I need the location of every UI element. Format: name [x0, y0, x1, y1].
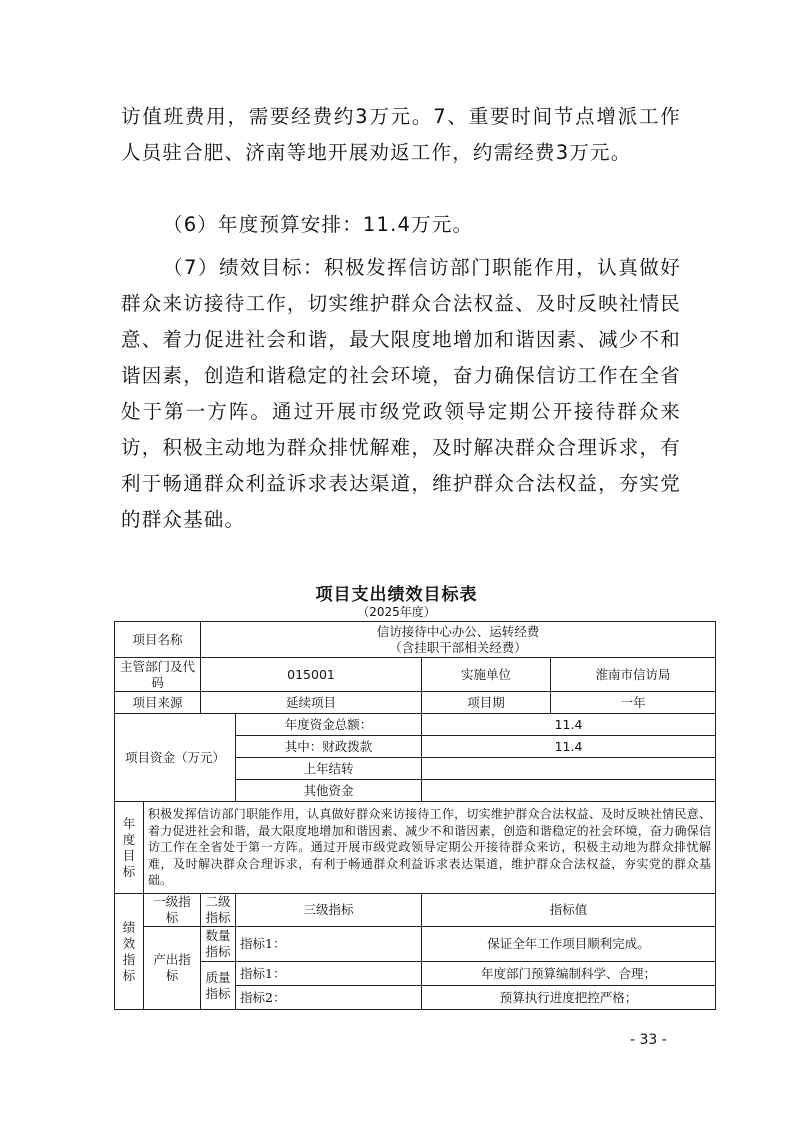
- indicator-name: 指标1：: [236, 962, 422, 986]
- table-year: （2025年度）: [357, 605, 436, 619]
- performance-goal-table: [114, 621, 716, 1010]
- col-level3: 三级指标: [236, 894, 422, 927]
- project-name-value: [201, 622, 716, 658]
- funds-row-label: 其中：财政拨款: [236, 736, 422, 758]
- body-paragraph-1: 访值班费用，需要经费约3万元。7、重要时间节点增派工作人员驻合肥、济南等地开展劝返工作，约需经费3万元。: [121, 105, 681, 164]
- source-value: 延续项目: [201, 692, 422, 714]
- level2-quantity: 数量指标: [201, 927, 236, 962]
- col-value: 指标值: [422, 894, 716, 927]
- table-row: [115, 692, 716, 714]
- perf-label-text: 绩效指标: [122, 919, 136, 983]
- table-row: [115, 714, 716, 736]
- impl-unit-label: 实施单位: [422, 658, 551, 692]
- level2-quality: 质量指标: [201, 962, 236, 1010]
- source-label: 项目来源: [115, 692, 201, 714]
- table-title: 项目支出绩效目标表: [315, 585, 478, 605]
- dept-code: 015001: [201, 658, 422, 692]
- table-row: [115, 927, 716, 962]
- dept-label: 主管部门及代码: [115, 658, 201, 692]
- indicator-value: 年度部门预算编制科学、合理；: [422, 962, 716, 986]
- indicator-name: 指标2：: [236, 986, 422, 1010]
- funds-row-label: 年度资金总额：: [236, 714, 422, 736]
- indicator-value: 预算执行进度把控严格；: [422, 986, 716, 1010]
- funds-label: 项目资金（万元）: [115, 714, 236, 802]
- period-value: 一年: [551, 692, 716, 714]
- indicator-name: 指标1：: [236, 927, 422, 962]
- funds-row-label: 其他资金: [236, 780, 422, 802]
- funds-row-value: 11.4: [422, 736, 716, 758]
- col-level1: 一级指标: [144, 894, 201, 927]
- level1-output: 产出指标: [144, 927, 201, 1010]
- table-row: [115, 894, 716, 927]
- period-label: 项目期: [422, 692, 551, 714]
- annual-goal-text: 积极发挥信访部门职能作用，认真做好群众来访接待工作，切实维护群众合法权益、及时反映社情民意、着力促进社会和谐，最大限度地增加和谐因素、减少不和谐因素，创造和谐稳定的社会环境，奋力确保信访工作在全省处于第一方阵。通过开展市级党政领导定期公开接待群众来访，积极主动地为群众排忧解难，及时解决群众合理诉求，有利于畅通群众利益诉求表达渠道，维护群众合法权益，夯实党的群众基础。: [144, 802, 716, 894]
- project-name-label: 项目名称: [115, 622, 201, 658]
- project-name-line-1: 信访接待中心办公、运转经费: [376, 623, 540, 639]
- perf-label: [115, 894, 144, 1010]
- indicator-value: 保证全年工作项目顺利完成。: [422, 927, 716, 962]
- funds-row-value: [422, 780, 716, 802]
- impl-unit-value: 淮南市信访局: [551, 658, 716, 692]
- table-row: [115, 802, 716, 894]
- table-row: [115, 658, 716, 692]
- annual-goal-label: [115, 802, 144, 894]
- table-row: [115, 962, 716, 986]
- table-row: [115, 622, 716, 658]
- funds-row-label: 上年结转: [236, 758, 422, 780]
- body-paragraph-3: （7）绩效目标：积极发挥信访部门职能作用，认真做好群众来访接待工作，切实维护群众合法权益、及时反映社情民意、着力促进社会和谐，最大限度地增加和谐因素、减少不和谐因素，创造和谐稳定的社会环境，奋力确保信访工作在全省处于第一方阵。通过开展市级党政领导定期公开接待群众来访，积极主动地为群众排忧解难，及时解决群众合理诉求，有利于畅通群众利益诉求表达渠道，维护群众合法权益，夯实党的群众基础。: [121, 256, 681, 531]
- annual-goal-label-text: 年度目标: [122, 815, 136, 879]
- funds-row-value: 11.4: [422, 714, 716, 736]
- funds-row-value: [422, 758, 716, 780]
- col-level2: 二级指标: [201, 894, 236, 927]
- page-number: - 33 -: [630, 1032, 667, 1048]
- body-paragraph-2: （6）年度预算安排：11.4万元。: [163, 213, 474, 236]
- project-name-line-2: （含挂职干部相关经费）: [389, 639, 527, 655]
